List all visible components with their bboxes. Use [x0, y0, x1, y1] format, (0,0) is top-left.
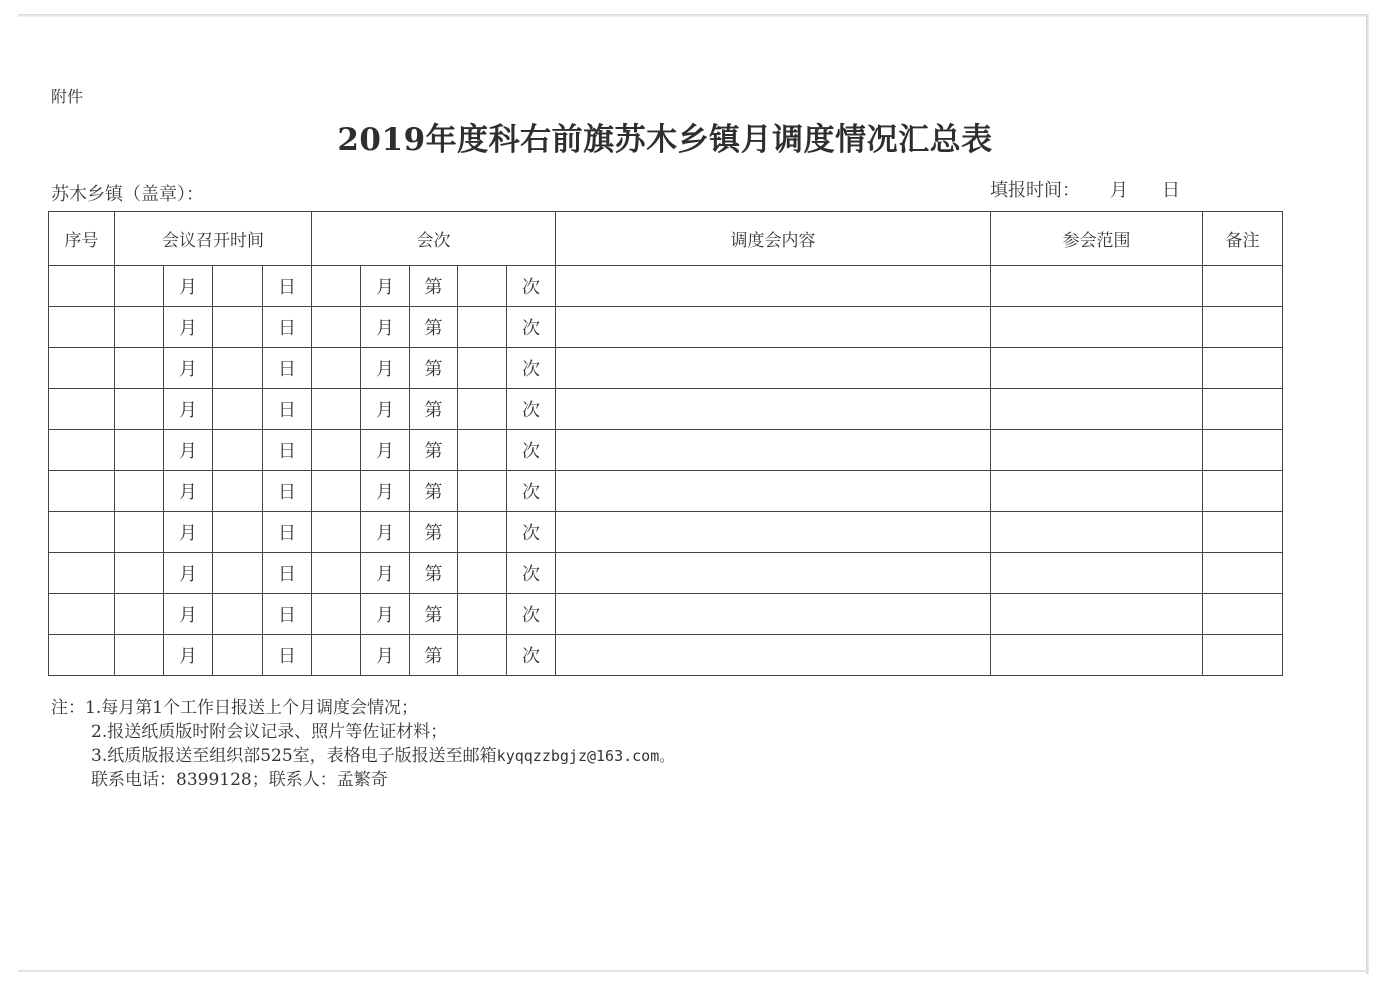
cell-ordinal-label: 第 [410, 635, 458, 676]
cell-times-label: 次 [507, 307, 556, 348]
cell-session-month-label: 月 [361, 266, 410, 307]
cell-month-value[interactable] [115, 553, 164, 594]
cell-scope[interactable] [991, 635, 1203, 676]
scan-edge-top [18, 14, 1368, 17]
cell-session-month-value[interactable] [312, 594, 361, 635]
cell-times-label: 次 [507, 471, 556, 512]
cell-session-month-value[interactable] [312, 471, 361, 512]
cell-day-value[interactable] [213, 430, 263, 471]
table-row [49, 307, 1283, 348]
table-header-row [49, 212, 1283, 266]
cell-ordinal-label: 第 [410, 512, 458, 553]
cell-scope[interactable] [991, 594, 1203, 635]
note-item-1: 1.每月第1个工作日报送上个月调度会情况； [85, 698, 419, 718]
cell-day-label: 日 [263, 266, 312, 307]
table-row [49, 594, 1283, 635]
header-session: 会次 [312, 212, 556, 266]
cell-session-count-value[interactable] [458, 430, 507, 471]
cell-seq[interactable] [49, 594, 115, 635]
cell-ordinal-label: 第 [410, 553, 458, 594]
cell-scope[interactable] [991, 307, 1203, 348]
cell-session-month-value[interactable] [312, 512, 361, 553]
cell-content[interactable] [556, 553, 991, 594]
cell-day-value[interactable] [213, 348, 263, 389]
cell-session-month-value[interactable] [312, 266, 361, 307]
cell-session-month-label: 月 [361, 389, 410, 430]
cell-session-count-value[interactable] [458, 348, 507, 389]
cell-session-month-value[interactable] [312, 635, 361, 676]
attachment-label: 附件 [51, 87, 84, 106]
header-seq: 序号 [49, 212, 115, 266]
note-email: kyqqzzbgjz@163.com。 [496, 747, 675, 765]
cell-session-month-label: 月 [361, 307, 410, 348]
cell-scope[interactable] [991, 266, 1203, 307]
fill-time [990, 176, 1180, 202]
cell-remarks[interactable] [1203, 553, 1283, 594]
cell-session-count-value[interactable] [458, 307, 507, 348]
cell-remarks[interactable] [1203, 348, 1283, 389]
cell-month-value[interactable] [115, 471, 164, 512]
cell-scope[interactable] [991, 471, 1203, 512]
cell-month-label: 月 [164, 594, 213, 635]
cell-ordinal-label: 第 [410, 348, 458, 389]
table-row [49, 512, 1283, 553]
cell-ordinal-label: 第 [410, 594, 458, 635]
cell-day-label: 日 [263, 430, 312, 471]
cell-month-label: 月 [164, 430, 213, 471]
cell-session-count-value[interactable] [458, 266, 507, 307]
cell-day-label: 日 [263, 307, 312, 348]
cell-day-label: 日 [263, 389, 312, 430]
scan-edge-right [1366, 14, 1369, 974]
cell-day-value[interactable] [213, 389, 263, 430]
notes-prefix: 注： [51, 698, 85, 718]
header-meeting-time: 会议召开时间 [115, 212, 312, 266]
cell-session-count-value[interactable] [458, 594, 507, 635]
cell-content[interactable] [556, 266, 991, 307]
fill-time-day: 日 [1162, 180, 1180, 201]
cell-day-label: 日 [263, 471, 312, 512]
table-row [49, 553, 1283, 594]
form-title: 2019年度科右前旗苏木乡镇月调度情况汇总表 [337, 122, 993, 158]
cell-session-month-label: 月 [361, 594, 410, 635]
cell-day-label: 日 [263, 594, 312, 635]
cell-seq[interactable] [49, 266, 115, 307]
cell-session-count-value[interactable] [458, 512, 507, 553]
cell-month-label: 月 [164, 512, 213, 553]
cell-times-label: 次 [507, 512, 556, 553]
cell-remarks[interactable] [1203, 635, 1283, 676]
cell-seq[interactable] [49, 512, 115, 553]
fill-time-month: 月 [1110, 180, 1128, 201]
cell-month-value[interactable] [115, 512, 164, 553]
table-row [49, 635, 1283, 676]
cell-session-month-label: 月 [361, 553, 410, 594]
cell-month-value[interactable] [115, 430, 164, 471]
cell-seq[interactable] [49, 307, 115, 348]
cell-remarks[interactable] [1203, 594, 1283, 635]
cell-day-label: 日 [263, 553, 312, 594]
cell-times-label: 次 [507, 266, 556, 307]
cell-day-label: 日 [263, 348, 312, 389]
cell-session-month-value[interactable] [312, 348, 361, 389]
cell-session-month-label: 月 [361, 635, 410, 676]
cell-month-value[interactable] [115, 389, 164, 430]
cell-content[interactable] [556, 594, 991, 635]
cell-ordinal-label: 第 [410, 471, 458, 512]
cell-content[interactable] [556, 389, 991, 430]
cell-day-value[interactable] [213, 307, 263, 348]
cell-session-month-value[interactable] [312, 389, 361, 430]
note-item-2: 2.报送纸质版时附会议记录、照片等佐证材料； [91, 722, 448, 742]
cell-day-value[interactable] [213, 471, 263, 512]
cell-scope[interactable] [991, 389, 1203, 430]
cell-session-month-value[interactable] [312, 307, 361, 348]
cell-content[interactable] [556, 471, 991, 512]
cell-remarks[interactable] [1203, 512, 1283, 553]
cell-session-month-value[interactable] [312, 553, 361, 594]
cell-scope[interactable] [991, 348, 1203, 389]
cell-session-count-value[interactable] [458, 471, 507, 512]
cell-month-value[interactable] [115, 348, 164, 389]
cell-ordinal-label: 第 [410, 307, 458, 348]
cell-ordinal-label: 第 [410, 430, 458, 471]
table-row [49, 348, 1283, 389]
cell-scope[interactable] [991, 512, 1203, 553]
cell-remarks[interactable] [1203, 471, 1283, 512]
cell-remarks[interactable] [1203, 307, 1283, 348]
cell-day-value[interactable] [213, 594, 263, 635]
cell-day-value[interactable] [213, 553, 263, 594]
cell-times-label: 次 [507, 348, 556, 389]
cell-content[interactable] [556, 512, 991, 553]
cell-remarks[interactable] [1203, 389, 1283, 430]
header-scope: 参会范围 [991, 212, 1203, 266]
cell-ordinal-label: 第 [410, 389, 458, 430]
cell-content[interactable] [556, 635, 991, 676]
cell-scope[interactable] [991, 553, 1203, 594]
cell-remarks[interactable] [1203, 266, 1283, 307]
table-row [49, 266, 1283, 307]
cell-day-label: 日 [263, 635, 312, 676]
cell-session-month-label: 月 [361, 471, 410, 512]
cell-month-label: 月 [164, 348, 213, 389]
cell-seq[interactable] [49, 348, 115, 389]
cell-times-label: 次 [507, 635, 556, 676]
cell-seq[interactable] [49, 471, 115, 512]
cell-day-value[interactable] [213, 266, 263, 307]
cell-seq[interactable] [49, 553, 115, 594]
cell-times-label: 次 [507, 553, 556, 594]
unit-seal-label: 苏木乡镇（盖章）： [51, 184, 204, 205]
summary-table [48, 211, 1283, 676]
cell-day-value[interactable] [213, 635, 263, 676]
header-remarks: 备注 [1203, 212, 1283, 266]
cell-content[interactable] [556, 307, 991, 348]
cell-month-label: 月 [164, 389, 213, 430]
notes [51, 696, 674, 792]
scan-edge-bottom [18, 970, 1368, 972]
table-row [49, 389, 1283, 430]
fill-time-label: 填报时间： [990, 180, 1080, 201]
cell-month-value[interactable] [115, 635, 164, 676]
cell-month-value[interactable] [115, 266, 164, 307]
cell-session-month-value[interactable] [312, 430, 361, 471]
cell-session-month-label: 月 [361, 512, 410, 553]
cell-day-value[interactable] [213, 512, 263, 553]
cell-seq[interactable] [49, 635, 115, 676]
cell-content[interactable] [556, 348, 991, 389]
cell-month-label: 月 [164, 307, 213, 348]
cell-times-label: 次 [507, 389, 556, 430]
cell-scope[interactable] [991, 430, 1203, 471]
cell-remarks[interactable] [1203, 430, 1283, 471]
cell-content[interactable] [556, 430, 991, 471]
header-content: 调度会内容 [556, 212, 991, 266]
cell-times-label: 次 [507, 430, 556, 471]
cell-times-label: 次 [507, 594, 556, 635]
cell-session-count-value[interactable] [458, 635, 507, 676]
table-row [49, 471, 1283, 512]
cell-seq[interactable] [49, 430, 115, 471]
cell-day-label: 日 [263, 512, 312, 553]
cell-session-count-value[interactable] [458, 389, 507, 430]
cell-month-label: 月 [164, 471, 213, 512]
cell-session-count-value[interactable] [458, 553, 507, 594]
note-item-3: 3.纸质版报送至组织部525室，表格电子版报送至邮箱 [91, 746, 497, 766]
cell-month-label: 月 [164, 635, 213, 676]
table-row [49, 430, 1283, 471]
cell-month-label: 月 [164, 553, 213, 594]
cell-ordinal-label: 第 [410, 266, 458, 307]
cell-month-label: 月 [164, 266, 213, 307]
cell-session-month-label: 月 [361, 348, 410, 389]
note-contact: 联系电话：8399128；联系人：孟繁奇 [91, 770, 388, 790]
cell-seq[interactable] [49, 389, 115, 430]
cell-session-month-label: 月 [361, 430, 410, 471]
cell-month-value[interactable] [115, 594, 164, 635]
cell-month-value[interactable] [115, 307, 164, 348]
